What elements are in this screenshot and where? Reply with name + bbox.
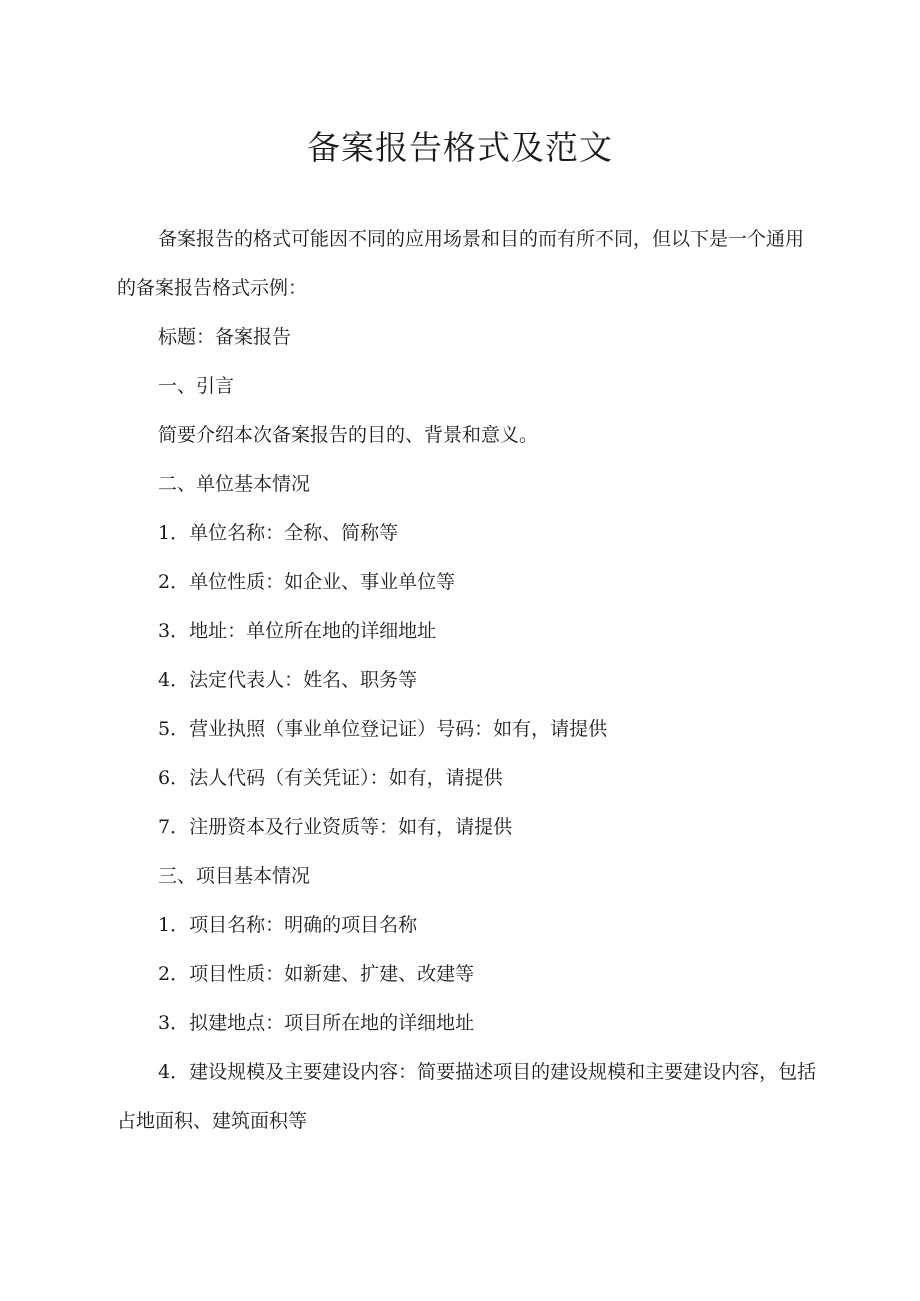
list-item-registered-capital: 7．注册资本及行业资质等：如有，请提供 [158,816,513,838]
list-item-project-name: 1．项目名称：明确的项目名称 [158,914,418,936]
list-item-unit-nature: 2．单位性质：如企业、事业单位等 [158,571,456,593]
list-item-project-nature: 2．项目性质：如新建、扩建、改建等 [158,963,475,985]
paragraph-intro: 备案报告的格式可能因不同的应用场景和目的而有所不同，但以下是一个通用的备案报告格式示例： [117,228,805,299]
section-heading-unit-info: 二、单位基本情况 [158,473,311,495]
list-item-business-license: 5．营业执照（事业单位登记证）号码：如有，请提供 [158,718,608,740]
list-item-unit-name: 1．单位名称：全称、简称等 [158,522,399,544]
list-item-legal-representative: 4．法定代表人：姓名、职务等 [158,669,418,691]
document-title: 备案报告格式及范文 [307,128,613,167]
list-item-project-location: 3．拟建地点：项目所在地的详细地址 [158,1012,475,1034]
section-heading-introduction: 一、引言 [158,375,235,397]
paragraph-heading-title: 标题：备案报告 [158,326,292,348]
list-item-legal-code: 6．法人代码（有关凭证）：如有，请提供 [158,767,503,789]
paragraph-introduction-body: 简要介绍本次备案报告的目的、背景和意义。 [158,424,539,446]
list-item-construction-scale: 4．建设规模及主要建设内容：简要描述项目的建设规模和主要建设内容，包括占地面积、建筑面积等 [117,1061,817,1132]
section-heading-project-info: 三、项目基本情况 [158,865,311,887]
list-item-address: 3．地址：单位所在地的详细地址 [158,620,437,642]
